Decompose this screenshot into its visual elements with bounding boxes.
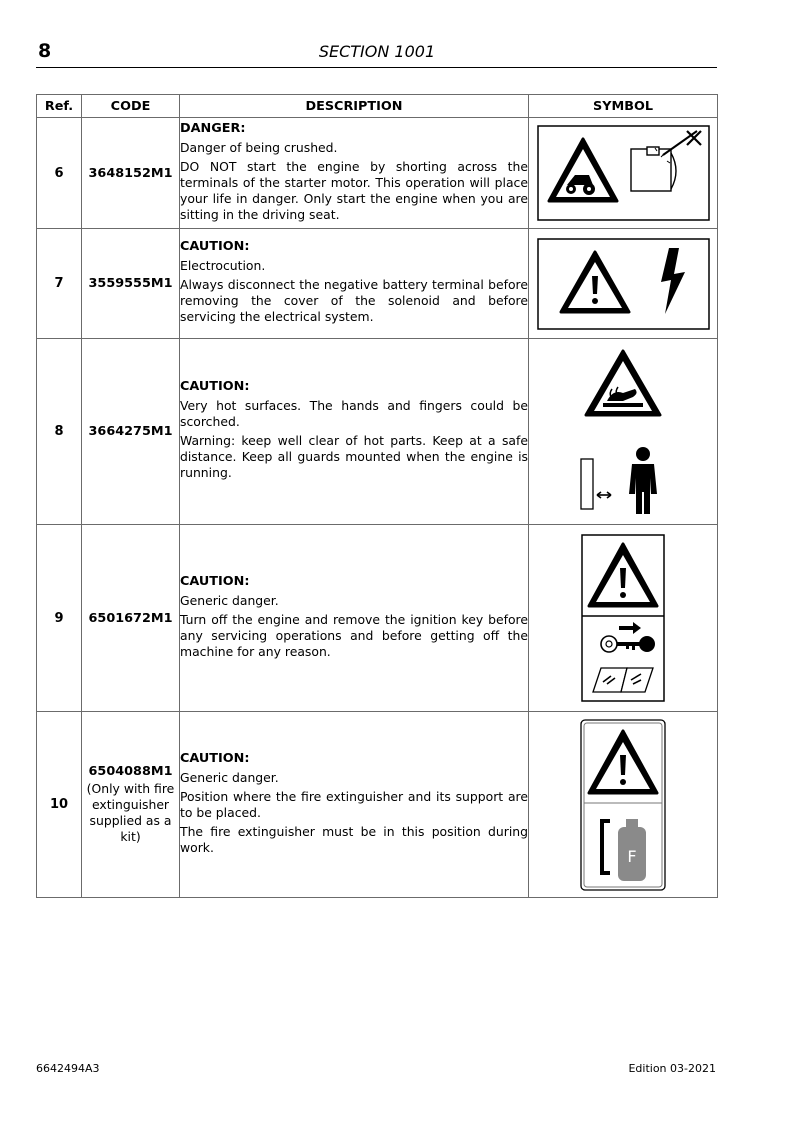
row-code: 3664275M1 [88, 424, 173, 439]
symbol-decal [537, 238, 710, 330]
header-divider [36, 67, 717, 68]
row-code-cell [82, 118, 180, 229]
row-code: 6501672M1 [88, 610, 173, 626]
row-paragraph: Warning: keep well clear of hot parts. Keep at a safe distance. Keep all guards mounted when the engine is running. [180, 433, 528, 480]
edition-label: Edition 03-2021 [628, 1062, 716, 1075]
read-manual-icon [593, 668, 653, 692]
row-description [180, 525, 529, 712]
symbol-decal [580, 719, 666, 891]
row-code-cell [82, 229, 180, 339]
row-code-note: (Only with fire extinguisher supplied as a kit) [86, 781, 175, 844]
symbol-decal [563, 347, 683, 517]
row-symbol-cell [529, 712, 718, 898]
document-code: 6642494A3 [36, 1062, 100, 1075]
row-paragraph: Always disconnect the negative battery terminal before removing the cover of the solenoid and before servicing the electrical system. [180, 277, 528, 324]
symbol-decal [537, 125, 710, 221]
table-row [37, 525, 718, 712]
column-header-description: DESCRIPTION [180, 95, 529, 118]
table-row [37, 118, 718, 229]
row-code: 3648152M1 [88, 165, 173, 181]
row-ref: 6 [37, 118, 82, 229]
row-paragraph: Very hot surfaces. The hands and fingers could be scorched. [180, 398, 528, 429]
table-header-row [37, 95, 718, 118]
table-row [37, 339, 718, 525]
row-description [180, 712, 529, 898]
row-paragraph: Danger of being crushed. [180, 139, 338, 155]
row-ref: 7 [37, 229, 82, 339]
row-ref: 10 [37, 712, 82, 898]
section-title: SECTION 1001 [318, 42, 436, 61]
row-paragraph: Turn off the engine and remove the ignition key before any servicing operations and before getting off the machine for any reason. [180, 611, 528, 659]
row-paragraph: Electrocution. [180, 258, 266, 273]
row-code-cell [82, 339, 180, 525]
row-paragraph: Generic danger. [180, 769, 279, 785]
table-row [37, 712, 718, 898]
row-paragraph: DO NOT start the engine by shorting across the terminals of the starter motor. This operation will place your life in danger. Only start the engine when you are sitting in the driving seat. [180, 158, 528, 222]
row-heading: CAUTION: [180, 379, 250, 394]
row-paragraph: Position where the fire extinguisher and its support are to be placed. [180, 788, 528, 820]
row-heading: DANGER: [180, 120, 246, 136]
row-ref: 9 [37, 525, 82, 712]
row-heading: CAUTION: [180, 573, 250, 589]
extinguisher-letter: F [627, 846, 637, 866]
row-symbol-cell [529, 118, 718, 229]
row-paragraph: The fire extinguisher must be in this position during work. [180, 823, 528, 855]
row-description [180, 229, 529, 339]
column-header-ref: Ref. [37, 95, 82, 118]
row-paragraph: Generic danger. [180, 592, 279, 608]
symbol-decal [581, 534, 665, 702]
column-header-symbol: SYMBOL [529, 95, 718, 118]
row-ref: 8 [37, 339, 82, 525]
row-code-cell [82, 712, 180, 898]
row-heading: CAUTION: [180, 239, 250, 254]
row-description [180, 339, 529, 525]
row-description [180, 118, 529, 229]
row-symbol-cell [529, 525, 718, 712]
column-header-code: CODE [82, 95, 180, 118]
row-heading: CAUTION: [180, 750, 250, 766]
row-code: 6504088M1 [88, 764, 173, 779]
page-number: 8 [38, 40, 52, 62]
safety-symbols-table [36, 94, 718, 898]
row-code-cell [82, 525, 180, 712]
table-row [37, 229, 718, 339]
keep-distance-person-icon [581, 447, 657, 514]
row-code: 3559555M1 [88, 276, 173, 291]
hot-surface-warning-icon [586, 351, 660, 415]
row-symbol-cell [529, 229, 718, 339]
row-symbol-cell [529, 339, 718, 525]
